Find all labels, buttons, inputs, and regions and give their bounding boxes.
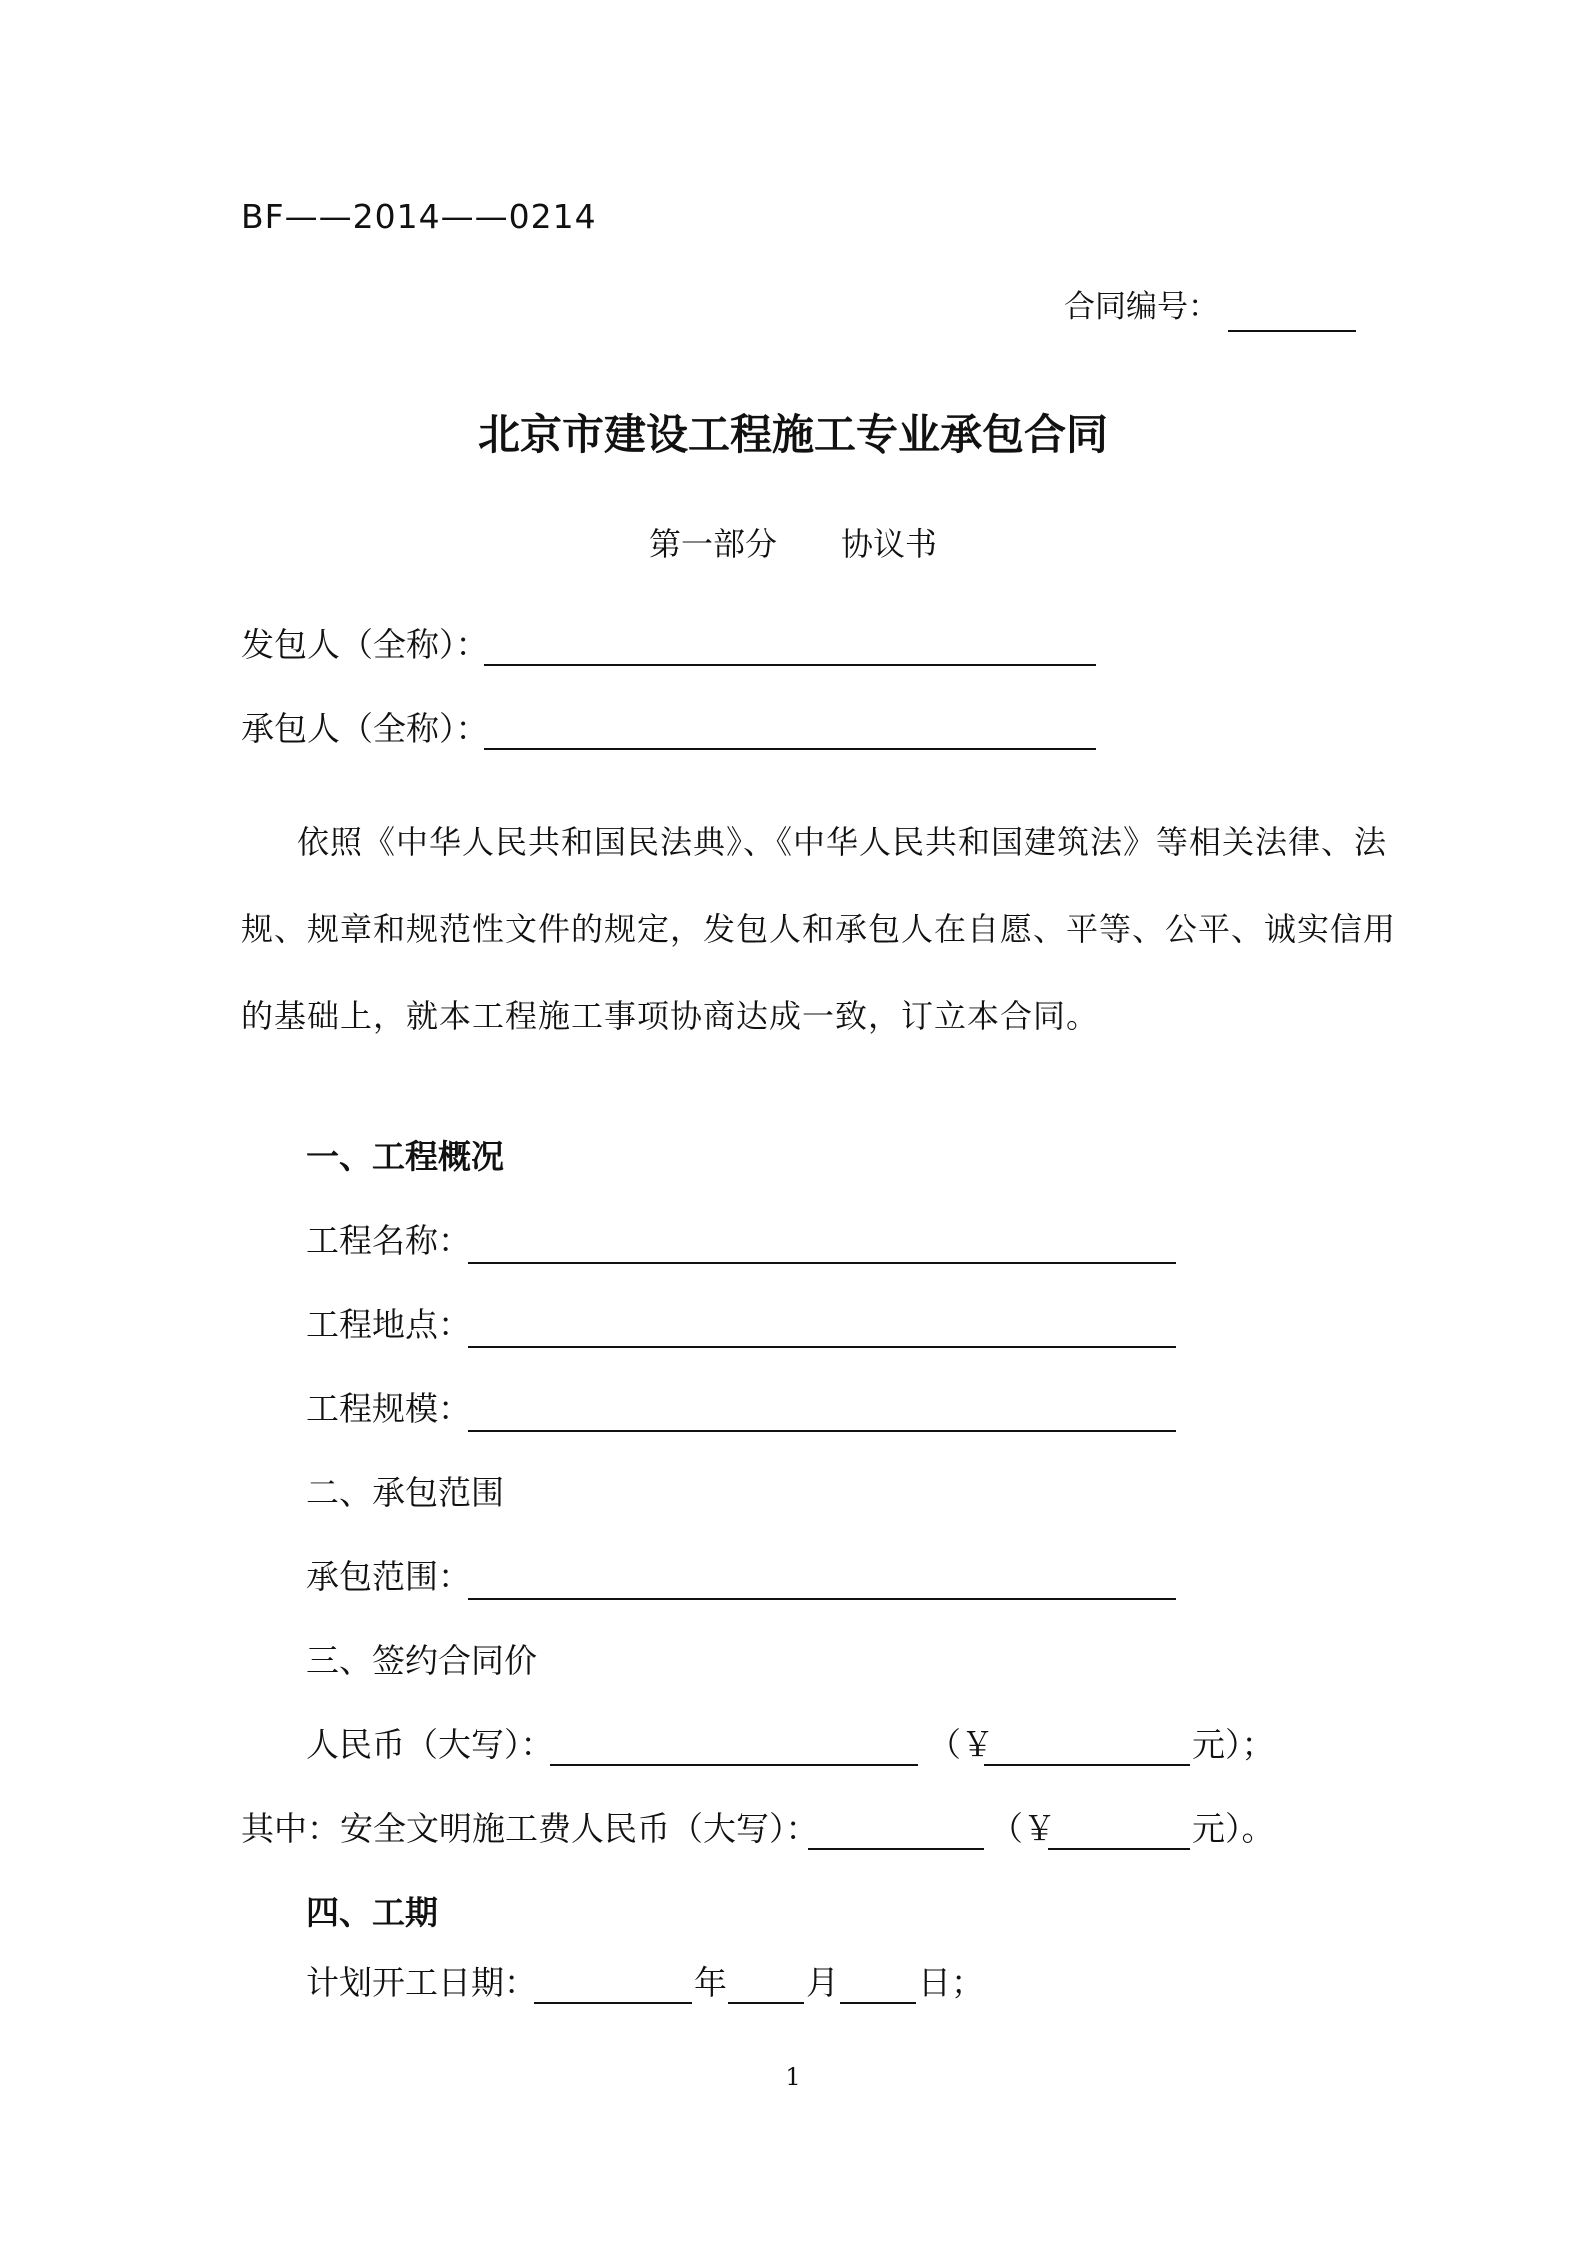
part-name: 协议书 <box>841 525 938 563</box>
document-title: 北京市建设工程施工专业承包合同 <box>477 410 1108 459</box>
document-code: BF——2014——0214 <box>241 197 597 236</box>
employer-name-blank[interactable] <box>484 664 1096 666</box>
contractor-name-blank[interactable] <box>484 748 1096 750</box>
start-day-blank[interactable] <box>840 2002 916 2004</box>
start-month-blank[interactable] <box>728 2002 804 2004</box>
year-unit: 年 <box>694 1963 727 2002</box>
contract-number-blank[interactable] <box>1228 330 1356 332</box>
safety-fee-paren: （￥ <box>990 1809 1056 1848</box>
contract-number-label: 合同编号： <box>1064 289 1219 325</box>
day-unit: 日； <box>918 1963 984 2002</box>
safety-fee-words-blank[interactable] <box>808 1848 984 1850</box>
contract-price-paren: （￥ <box>928 1725 994 1764</box>
preamble-line-2: 规、规章和规范性文件的规定，发包人和承包人在自愿、平等、公平、诚实信用 <box>241 910 1397 948</box>
start-year-blank[interactable] <box>534 2002 692 2004</box>
contractor-label: 承包人（全称）： <box>241 709 489 748</box>
contract-price-words-blank[interactable] <box>550 1764 918 1766</box>
start-date-label: 计划开工日期： <box>306 1963 537 2002</box>
safety-fee-figures-blank[interactable] <box>1048 1848 1190 1850</box>
section-2-heading: 二、承包范围 <box>306 1473 504 1512</box>
part-heading <box>0 525 1586 563</box>
month-unit: 月 <box>806 1963 839 2002</box>
employer-label: 发包人（全称）： <box>241 625 489 664</box>
preamble-line-3: 的基础上，就本工程施工事项协商达成一致，订立本合同。 <box>241 997 1100 1035</box>
scope-label: 承包范围： <box>306 1557 471 1596</box>
safety-fee-label: 其中：安全文明施工费人民币（大写）： <box>241 1809 819 1848</box>
page-number: 1 <box>785 2063 801 2091</box>
contract-price-suffix: 元）； <box>1192 1725 1275 1764</box>
project-location-label: 工程地点： <box>306 1305 471 1344</box>
part-number: 第一部分 <box>648 525 777 563</box>
section-1-heading: 一、工程概况 <box>306 1137 504 1176</box>
section-4-heading: 四、工期 <box>306 1893 438 1932</box>
project-location-blank[interactable] <box>468 1346 1176 1348</box>
scope-blank[interactable] <box>468 1598 1176 1600</box>
safety-fee-suffix: 元）。 <box>1192 1809 1275 1848</box>
project-name-label: 工程名称： <box>306 1221 471 1260</box>
contract-price-label: 人民币（大写）： <box>306 1725 554 1764</box>
section-3-heading: 三、签约合同价 <box>306 1641 537 1680</box>
contract-price-figures-blank[interactable] <box>984 1764 1190 1766</box>
project-scale-label: 工程规模： <box>306 1389 471 1428</box>
project-scale-blank[interactable] <box>468 1430 1176 1432</box>
project-name-blank[interactable] <box>468 1262 1176 1264</box>
preamble-line-1: 依照《中华人民共和国民法典》、《中华人民共和国建筑法》等相关法律、法 <box>297 823 1388 861</box>
